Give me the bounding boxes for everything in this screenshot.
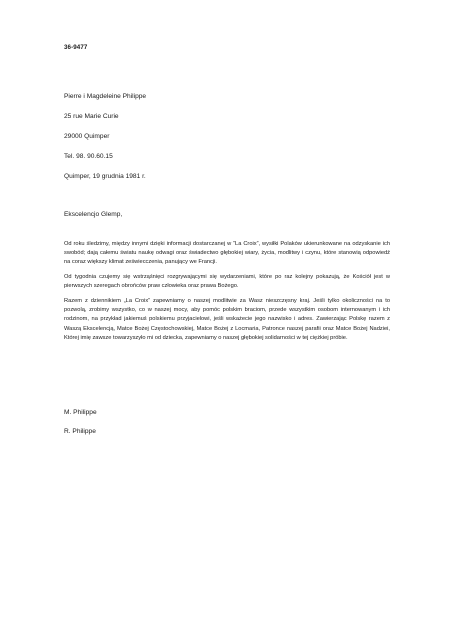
- sender-name: Pierre i Magdeleine Philippe: [64, 93, 147, 100]
- letter-body: [64, 240, 390, 349]
- sender-street: 25 rue Marie Curie: [64, 113, 119, 121]
- signature: M. Philippe: [64, 409, 97, 416]
- sender-block: [64, 94, 146, 194]
- body-paragraph: Od tygodnia czujemy się wstrząśnięci rozgrywającymi się wydarzeniami, które po raz kolejny pokazują, że Kościół jest w pierwszych szeregach obrońców praw człowieka oraz prawa Bożego.: [64, 274, 390, 290]
- signature-block: [64, 409, 97, 447]
- signature: R. Philippe: [64, 428, 96, 435]
- body-paragraph: Razem z dziennikiem „La Croix” zapewniamy o naszej modlitwie za Wasz nieszczęsny kraj. Jeśli tylko okoliczności na to pozwolą, zrobimy wszystko, co w naszej mocy, aby pomóc polskim braciom, przede wszystkim osobom internowanym i ich rodzinom, na przykład jakiemuś polskiemu przyjacielowi, jeśli wskażecie jego nazwisko i adres. Zawierzając Polskę razem z Waszą Ekscelencją, Matce Bożej Częstochowskiej, Matce Bożej z Locmaria, Patronce naszej parafii oraz Matce Bożej Nadziei, Której imię zawsze towarzyszyło mi od dziecka, zapewniamy o naszej głębokiej solidarności w tej ciężkiej próbie.: [64, 298, 390, 341]
- sender-postal-city: 29000 Quimper: [64, 133, 110, 141]
- salutation: Ekscelencjo Glemp,: [64, 211, 123, 218]
- body-paragraph: Od roku śledzimy, między innymi dzięki informacji dostarczanej w “La Croix”, wysiłki Polaków ukierunkowane na odzyskanie ich swobód; dają całemu światu naukę odwagi oraz świadectwo głębokiej wiary, życia, modlitwy i czynu, które stanowią odpowiedź na coraz większy klimat zeświecczenia, panujący we Francji.: [64, 241, 390, 266]
- sender-phone: Tel. 98. 90.60.15: [64, 153, 113, 161]
- place-date: Quimper, 19 grudnia 1981 r.: [64, 173, 146, 181]
- reference-number: 36-9477: [64, 44, 88, 51]
